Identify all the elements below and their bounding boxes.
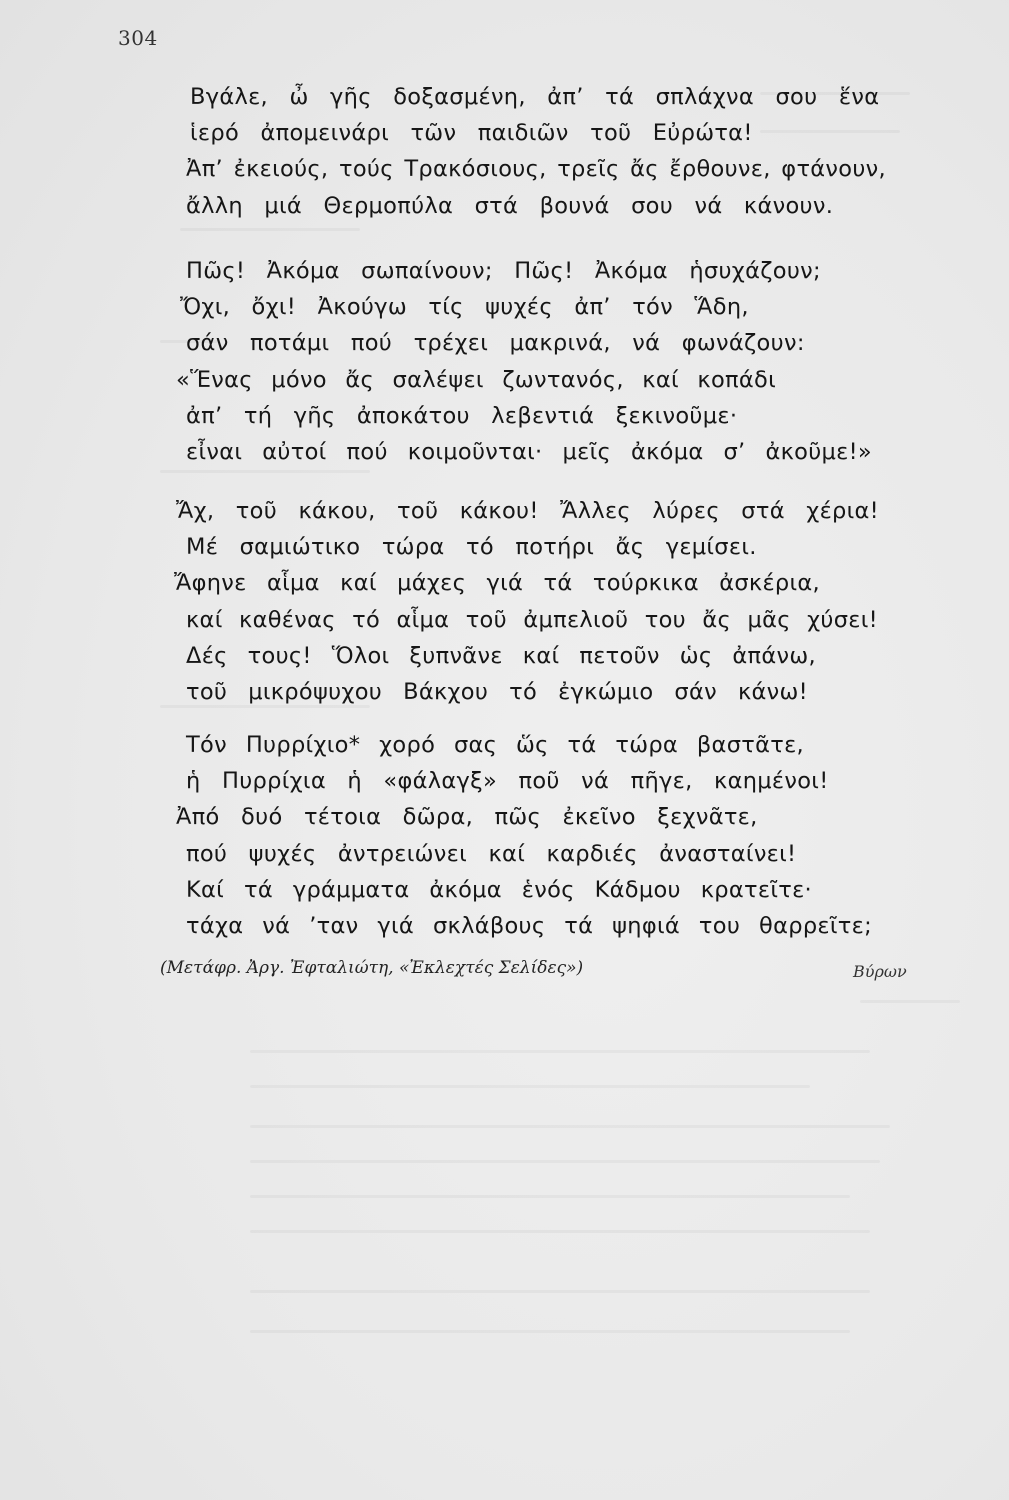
poem-line: εἶναι αὐτοί πού κοιμοῦνται· μεῖς ἀκόμα σ’ ἀκοῦμε!»	[186, 439, 872, 465]
poem-line: Τόν Πυρρίχιο* χορό σας ὥς τά τώρα βαστᾶτε,	[186, 732, 804, 758]
attribution	[0, 958, 1009, 998]
poem-line: Ὄχι, ὄχι! Ἀκούγω τίς ψυχές ἀπ’ τόν Ἅδη,	[180, 294, 749, 321]
poem-line: Βγάλε, ὦ γῆς δοξασμένη, ἀπ’ τά σπλάχνα σου ἕνα	[190, 84, 880, 110]
poem-line: Ἄφηνε αἷμα καί μάχες γιά τά τούρκικα ἀσκέρια,	[174, 570, 820, 597]
poem-line: ἄλλη μιά Θερμοπύλα στά βουνά σου νά κάνουν.	[186, 192, 834, 219]
translation-source: (Μετάφρ. Ἀργ. Ἐφταλιώτη, «Ἐκλεχτές Σελίδες»)	[160, 958, 584, 978]
poem-line: σάν ποτάμι πού τρέχει μακρινά, νά φωνάζουν:	[186, 330, 805, 357]
poet-name: Βύρων	[853, 962, 907, 981]
poem-line: πού ψυχές ἀντρειώνει καί καρδιές ἀνασταίνει!	[186, 840, 797, 867]
poem-line: Ἄχ, τοῦ κάκου, τοῦ κάκου! Ἄλλες λύρες στά χέρια!	[176, 498, 880, 524]
poem-line: ἀπ’ τή γῆς ἀποκάτου λεβεντιά ξεκινοῦμε·	[186, 402, 738, 429]
poem-line: τοῦ μικρόψυχου Βάκχου τό ἐγκώμιο σάν κάνω!	[186, 679, 808, 705]
poem-line: Δές τους! Ὅλοι ξυπνᾶνε καί πετοῦν ὡς ἀπάνω,	[186, 642, 816, 669]
poem-line: Μέ σαμιώτικο τώρα τό ποτήρι ἄς γεμίσει.	[186, 534, 757, 561]
poem-line: Ἀπό δυό τέτοια δῶρα, πῶς ἐκεῖνο ξεχνᾶτε,	[176, 804, 758, 831]
poem-line: καί καθένας τό αἷμα τοῦ ἀμπελιοῦ του ἄς μᾶς χύσει!	[186, 606, 878, 633]
poem-line: τάχα νά ’ταν γιά σκλάβους τά ψηφιά του θαρρεῖτε;	[186, 913, 872, 939]
poem-line: Καί τά γράμματα ἀκόμα ἑνός Κάδμου κρατεῖτε·	[186, 876, 812, 903]
poem-line: ἱερό ἀπομεινάρι τῶν παιδιῶν τοῦ Εὐρώτα!	[190, 120, 753, 147]
poem-line: Πῶς! Ἀκόμα σωπαίνουν; Πῶς! Ἀκόμα ἡσυχάζουν;	[186, 258, 821, 284]
poem-line: «Ἕνας μόνο ἄς σαλέψει ζωντανός, καί κοπάδι	[176, 366, 776, 393]
poem-line: Ἀπ’ ἐκειούς, τούς Τρακόσιους, τρεῖς ἄς ἔρθουνε, φτάνουν,	[186, 156, 886, 183]
page-number: 304	[118, 26, 158, 50]
poem-line: ἡ Πυρρίχια ἡ «φάλαγξ» ποῦ νά πῆγε, καημένοι!	[186, 768, 829, 795]
